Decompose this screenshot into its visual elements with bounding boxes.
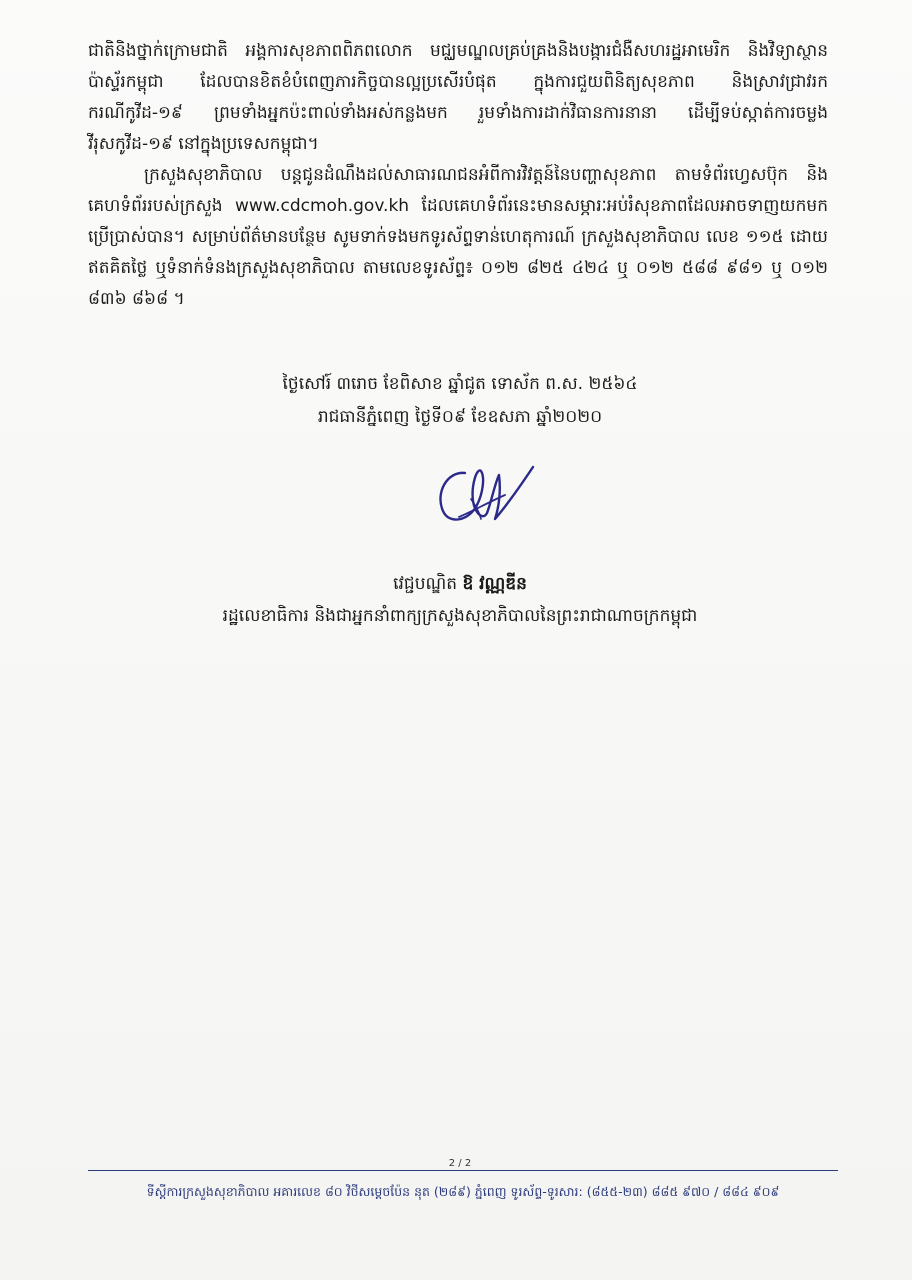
signatory-name: ឱ វណ្ណឌីន [462, 574, 527, 594]
handwritten-signature [425, 455, 545, 535]
footer-divider [88, 1170, 838, 1171]
signatory-block [160, 568, 760, 632]
paragraph-acknowledgement: ជាតិនិងថ្នាក់ក្រោមជាតិ អង្គការសុខភាពពិភពលោក មជ្ឈមណ្ឌលគ្រប់គ្រងនិងបង្ការជំងឺសហរដ្ឋអាមេរិក និងវិទ្យាស្ថានប៉ាស្ទ័រកម្ពុជា ដែលបានខិតខំបំពេញភារកិច្ចបានល្អប្រសើរបំផុត ក្នុងការជួយពិនិត្យសុខភាព និងស្រាវជ្រាវរកករណីកូវីដ-១៩ ព្រមទាំងអ្នកប៉ះពាល់ទាំងអស់កន្លងមក រួមទាំងការដាក់វិធានការនានា ដើម្បីទប់ស្កាត់ការចម្លងវីរុសកូវីដ-១៩ នៅក្នុងប្រទេសកម្ពុជា។ [88, 41, 828, 154]
page-number: 2 / 2 [448, 1158, 472, 1169]
signatory-name-line [160, 568, 760, 600]
signatory-title: វេជ្ជបណ្ឌិត [393, 574, 458, 594]
solar-date: រាជធានីភ្នំពេញ ថ្ងៃទី០៩ ខែឧសភា ឆ្នាំ២០២០ [317, 407, 603, 427]
signatory-position: រដ្ឋលេខាធិការ និងជាអ្នកនាំពាក្យក្រសួងសុខាភិបាលនៃព្រះរាជាណាចក្រកម្ពុជា [222, 606, 698, 626]
date-block [260, 368, 660, 434]
document-body [88, 36, 828, 315]
footer-address: ទីស្តីការក្រសួងសុខាភិបាល អគារលេខ ៨០ វិថីសម្ដេចប៉ែន នុត (២៨៩) ភ្នំពេញ ទូរស័ព្ទ-ទូរសារ: (៨៥៥-២៣) ៨៨៥ ៩៧០ / ៨៨៤ ៩០៩ [146, 1184, 780, 1199]
lunar-date: ថ្ងៃសៅរ៍ ៣រោច ខែពិសាខ ឆ្នាំជូត ទោស័ក ព.ស. ២៥៦៤ [282, 374, 638, 394]
paragraph-public-notice: ក្រសួងសុខាភិបាល បន្តជូនដំណឹងដល់សាធារណជនអំពីការវិវត្តន៍នៃបញ្ហាសុខភាព តាមទំព័រហ្វេសប៊ុក និងគេហទំព័ររបស់ក្រសួង www.cdcmoh.gov.kh ដែលគេហទំព័រនេះមានសម្ភារៈអប់រំសុខភាពដែលអាចទាញយកមកប្រើប្រាស់បាន។ សម្រាប់ព័ត៌មានបន្ថែម សូមទាក់ទងមកទូរស័ព្ទទាន់ហេតុការណ៍ ក្រសួងសុខាភិបាល លេខ ១១៥ ដោយឥតគិតថ្លៃ ឬទំនាក់ទំនងក្រសួងសុខាភិបាល តាមលេខទូរស័ព្ទ៖ ០១២ ៨២៥ ៤២៤ ឬ ០១២ ៥៨៨ ៩៨១ ឬ ០១២ ៨៣៦ ៨៦៨ ។ [88, 165, 828, 309]
